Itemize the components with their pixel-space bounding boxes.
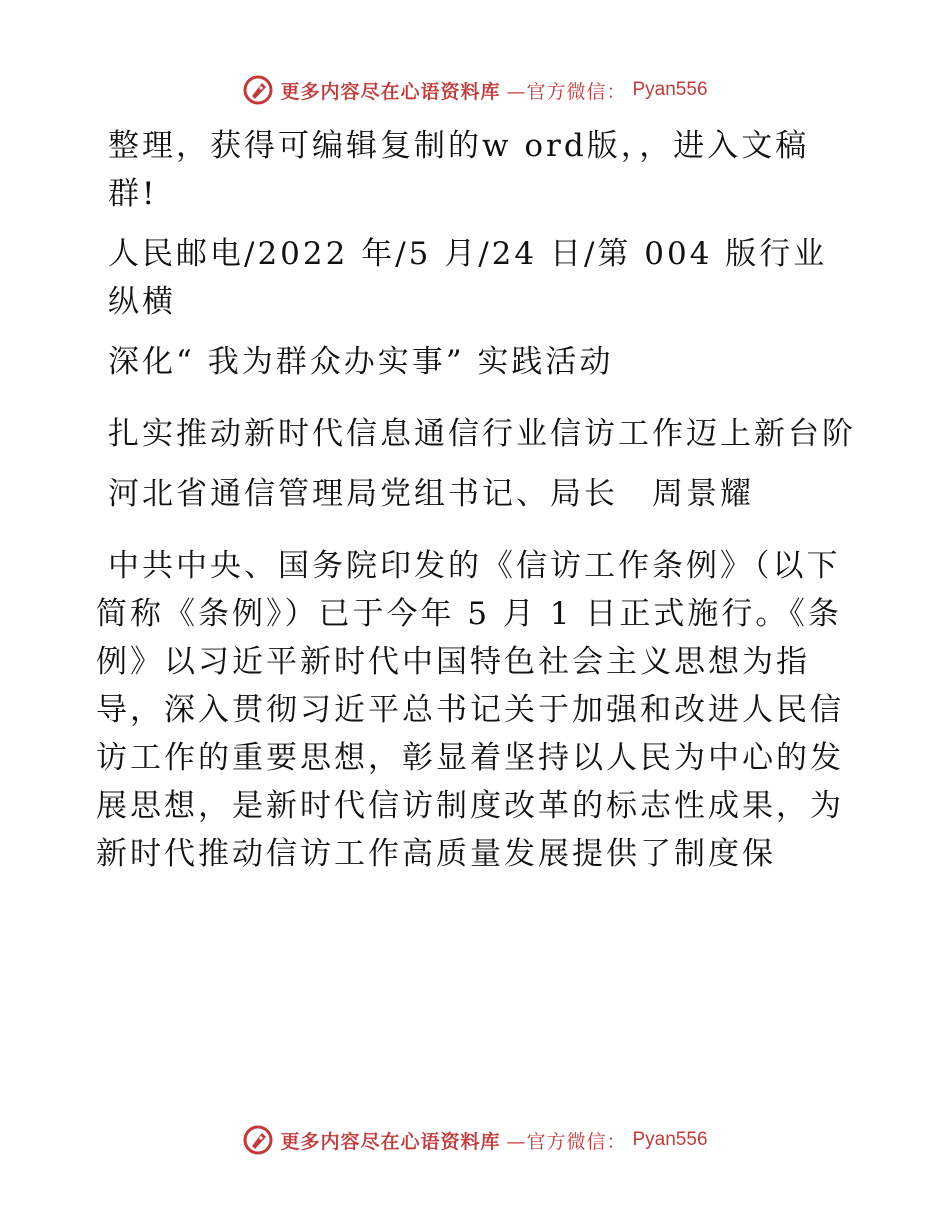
banner-separator-text: —官方微信： bbox=[506, 80, 627, 103]
author-byline: 河北省通信管理局党组书记、局长 周景耀 bbox=[108, 476, 754, 512]
banner-main-text: 更多内容尽在心语资料库 bbox=[280, 80, 501, 103]
intro-paragraph: 整理，获得可编辑复制的w ord版，，进入文稿群! bbox=[108, 128, 810, 212]
banner-separator-text: —官方微信： bbox=[506, 1130, 627, 1153]
banner-main-text: 更多内容尽在心语资料库 bbox=[280, 1130, 501, 1153]
banner-wechat-id: Pyan556 bbox=[632, 79, 708, 100]
headline-kicker: 深化“ 我为群众办实事” 实践活动 bbox=[108, 344, 614, 380]
body-paragraph: 中共中央、国务院印发的《信访工作条例》（以下简称《条例》）已于今年 5 月 1 日正式施行。《条例》以习近平新时代中国特色社会主义思想为指导，深入贯彻习近平总书记关于加强和改进人民信访工作的重要思想，彰显着坚持以人民为中心的发展思想，是新时代信访制度改革的标志性成果，为新时代推动信访工作高质量发展提供了制度保 bbox=[96, 548, 844, 872]
article-body bbox=[96, 122, 856, 902]
source-line: 人民邮电/2022 年/5 月/24 日/第 004 版行业纵横 bbox=[108, 236, 828, 320]
header-watermark-banner bbox=[0, 70, 950, 110]
banner-wechat-id: Pyan556 bbox=[632, 1129, 708, 1150]
footer-watermark-banner bbox=[0, 1120, 950, 1160]
article-title: 扎实推动新时代信息通信行业信访工作迈上新台阶 bbox=[108, 416, 856, 452]
pen-nib-logo-icon bbox=[242, 1124, 274, 1156]
pen-nib-logo-icon bbox=[242, 74, 274, 106]
